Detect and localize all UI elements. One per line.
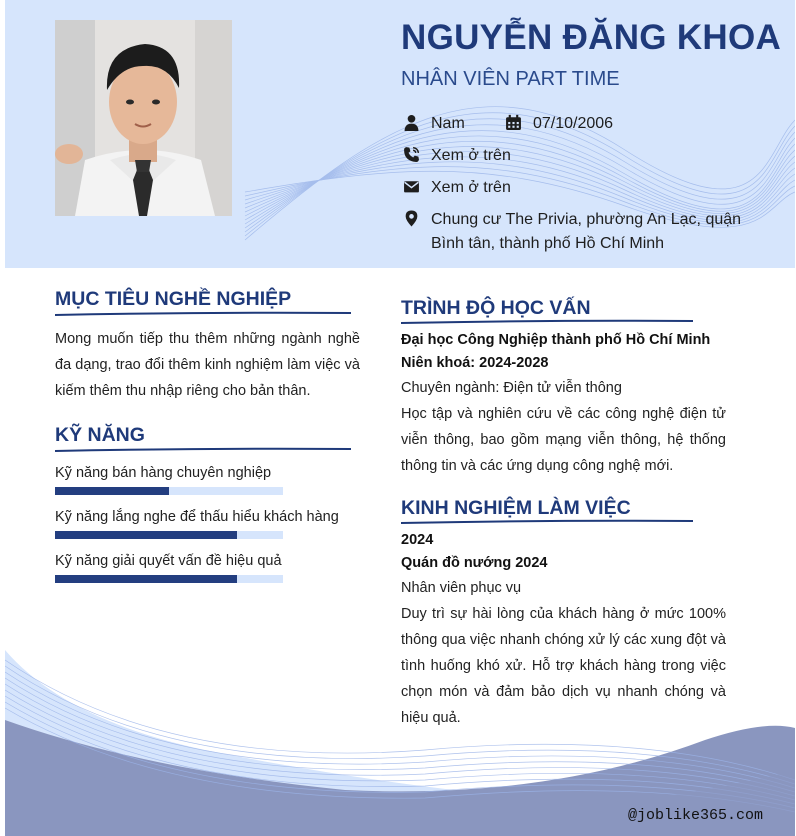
dob-value: 07/10/2006 (533, 115, 614, 132)
skill-bar-fill (55, 487, 169, 495)
skill-label: Kỹ năng lắng nghe để thấu hiểu khách hàng (55, 509, 339, 525)
skill-label: Kỹ năng bán hàng chuyên nghiệp (55, 465, 272, 481)
experience-title-underline (401, 518, 693, 526)
watermark: @joblike365.com (627, 807, 763, 824)
candidate-name: NGUYỄN ĐĂNG KHOA (401, 18, 782, 57)
job-title: NHÂN VIÊN PART TIME (401, 68, 620, 90)
experience-description: Duy trì sự hài lòng của khách hàng ở mức 100% thông qua việc nhanh chóng xử lý các xung đột và tình huống khó xử. Hỗ trợ khách hàng trong việc chọn món và đảm bảo dịch vụ nhanh chóng và hiệu quả. (401, 606, 726, 726)
objective-title-underline (55, 310, 351, 318)
phone-value: Xem ở trên (431, 147, 511, 164)
user-icon (401, 112, 421, 132)
dob-row (503, 112, 613, 136)
skill-bar (55, 487, 283, 495)
objective-title: MỤC TIÊU NGHỀ NGHIỆP (55, 288, 292, 310)
address-value: Chung cư The Privia, phường An Lạc, quận Bình tân, thành phố Hồ Chí Minh (431, 211, 742, 252)
education-title-underline (401, 318, 693, 326)
address-row (401, 208, 751, 256)
skill-bar-fill (55, 575, 237, 583)
education-description: Học tập và nghiên cứu về các công nghệ điện tử viễn thông, bao gồm mạng viễn thông, hệ thống thông tin và các ứng dụng công nghệ mới. (401, 406, 726, 474)
experience-year: 2024 (401, 532, 434, 548)
experience-company: Quán đồ nướng 2024 (401, 555, 548, 571)
skill-bar-fill (55, 531, 237, 539)
skills-title-underline (55, 446, 351, 454)
skills-title: KỸ NĂNG (55, 424, 145, 446)
skill-bar (55, 575, 283, 583)
skill-bar (55, 531, 283, 539)
education-major: Chuyên ngành: Điện tử viễn thông (401, 380, 622, 396)
education-school: Đại học Công Nghiệp thành phố Hồ Chí Minh (401, 332, 711, 348)
gender-row (401, 112, 465, 136)
cv-page (5, 0, 795, 836)
phone-icon (401, 144, 421, 164)
phone-row (401, 144, 511, 168)
skill-label: Kỹ năng giải quyết vấn đề hiệu quả (55, 553, 282, 569)
education-title: TRÌNH ĐỘ HỌC VẤN (401, 297, 591, 319)
email-row (401, 176, 511, 200)
profile-photo (55, 20, 232, 216)
envelope-icon (401, 176, 421, 196)
cv-header (5, 0, 795, 268)
email-value: Xem ở trên (431, 179, 511, 196)
experience-title: KINH NGHIỆM LÀM VIỆC (401, 497, 631, 519)
experience-position: Nhân viên phục vụ (401, 580, 522, 596)
objective-text: Mong muốn tiếp thu thêm những ngành nghề đa dạng, trao đổi thêm kinh nghiệm làm việc và kiếm thêm thu nhập riêng cho bản thân. (55, 331, 360, 399)
gender-value: Nam (431, 115, 465, 132)
map-pin-icon (401, 208, 421, 228)
calendar-icon (503, 112, 523, 132)
education-years: Niên khoá: 2024-2028 (401, 355, 549, 371)
